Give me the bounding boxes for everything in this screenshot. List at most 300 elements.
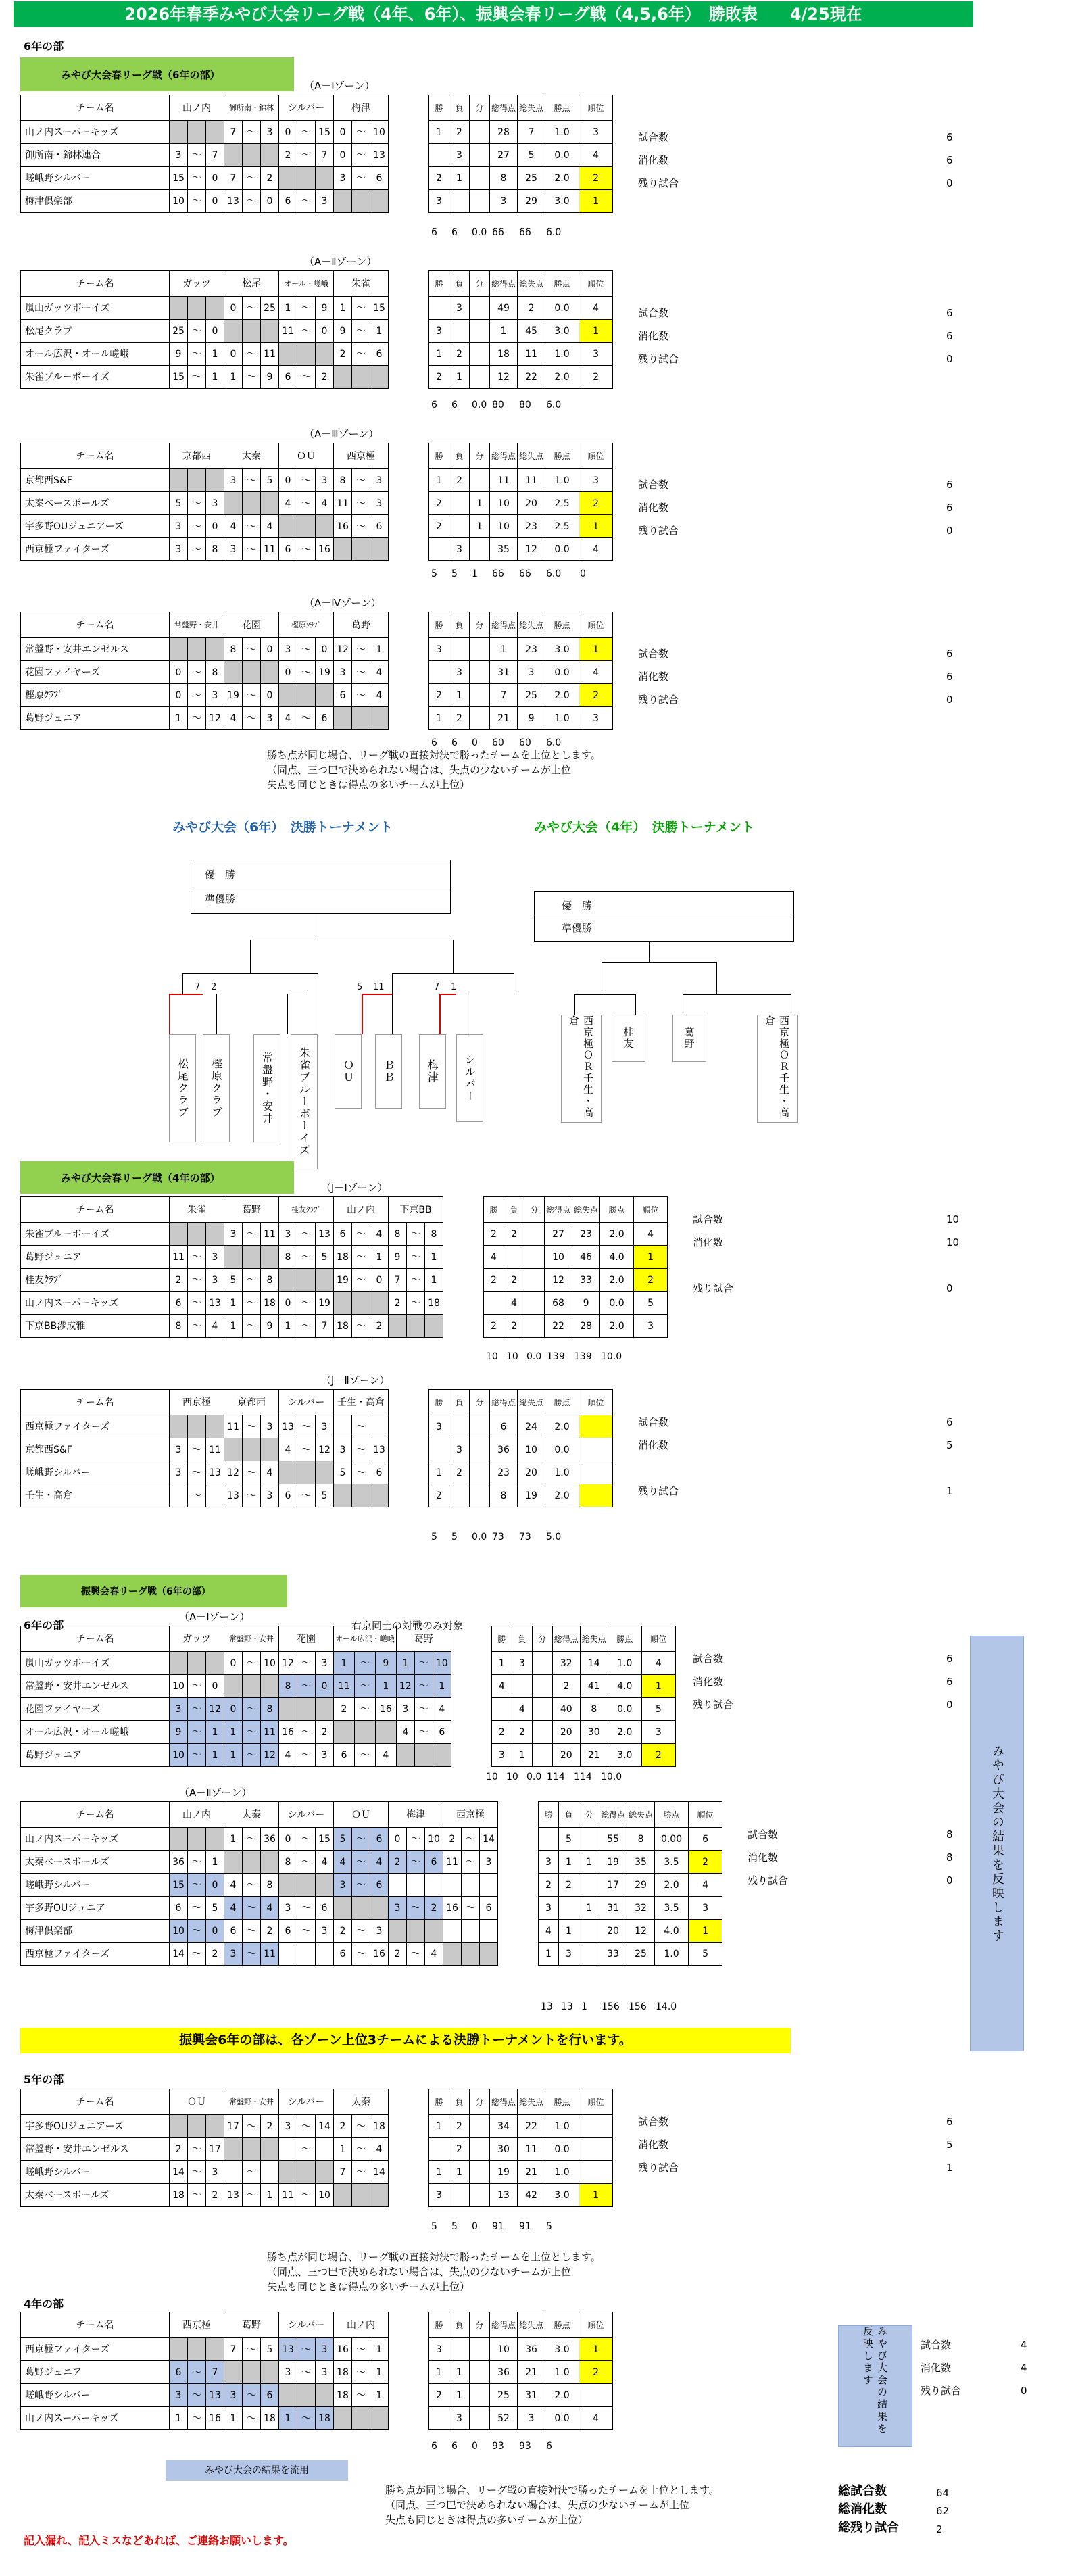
score-cell: 3 — [170, 538, 188, 561]
score-cell: 3 — [389, 1897, 407, 1920]
score-cell: 15 — [170, 167, 188, 190]
header-team: チーム名 — [21, 2089, 170, 2115]
stat-cell: 40 — [552, 1698, 580, 1721]
stat-cell: 2 — [429, 2384, 449, 2407]
stat-cell: 3 — [689, 1897, 722, 1920]
score-cell: 1 — [279, 1315, 297, 1338]
team-name: 嵐山ガッツボーイズ — [21, 297, 170, 320]
stat-cell — [579, 1874, 599, 1897]
score-cell: ～ — [352, 1920, 370, 1943]
stat-cell — [532, 1744, 552, 1767]
score-cell: 0 — [279, 121, 297, 144]
score-cell — [480, 1920, 498, 1943]
total-value: 10 — [486, 1772, 498, 1782]
score-cell — [297, 515, 316, 538]
stat-label: 試合数 — [693, 1653, 724, 1665]
score-cell: ～ — [414, 1652, 433, 1675]
score-cell: 1 — [224, 1292, 243, 1315]
score-cell: 0 — [170, 684, 188, 707]
score-cell: 1 — [396, 1652, 414, 1675]
score-cell: 2 — [334, 1698, 355, 1721]
stat-cell — [470, 366, 490, 389]
score-cell — [243, 1246, 261, 1269]
stat-cell — [579, 2115, 613, 2138]
score-cell — [188, 1828, 206, 1851]
stat-cell: 25 — [518, 684, 545, 707]
team-name: 宇多野OUジュニア — [21, 1897, 170, 1920]
total-value: 0.0 — [526, 1351, 542, 1362]
score-cell — [279, 1461, 297, 1484]
stat-cell: 20 — [518, 1461, 545, 1484]
score-cell: 2 — [170, 2138, 188, 2161]
score-cell: 0 — [224, 343, 243, 366]
header-win: 勝 — [484, 1197, 504, 1223]
header-opponent: 山ノ内 — [170, 1802, 224, 1828]
table-row — [21, 2361, 613, 2384]
score-cell: 0 — [206, 190, 224, 213]
stat-label: 試合数 — [638, 2116, 669, 2128]
stat-cell: 68 — [545, 1292, 572, 1315]
stat-cell: 1 — [641, 1675, 675, 1698]
score-cell: 0 — [224, 1652, 243, 1675]
stat-value: 10 — [946, 1213, 960, 1225]
sec5-standings-table — [20, 2089, 613, 2207]
bracket-line — [392, 994, 393, 1034]
score-cell: 12 — [396, 1675, 414, 1698]
score-cell: ～ — [352, 515, 370, 538]
score-cell: 1 — [170, 2407, 188, 2430]
score-cell: 3 — [224, 1943, 243, 1966]
score-cell: ～ — [188, 1744, 206, 1767]
score-cell: 6 — [480, 1897, 498, 1920]
score-cell — [316, 684, 334, 707]
score-cell: ～ — [352, 2115, 370, 2138]
score-cell: 1 — [334, 1652, 355, 1675]
score-cell: ～ — [297, 2407, 316, 2430]
stat-cell: 2 — [579, 167, 613, 190]
score-cell: 7 — [316, 144, 334, 167]
stat-cell: 8 — [490, 1484, 518, 1507]
score-cell: 19 — [316, 1292, 334, 1315]
stat-label: 残り試合 — [693, 1699, 734, 1711]
team-name: 桂友ｸﾗﾌﾞ — [21, 1269, 170, 1292]
score-cell: 3 — [396, 1698, 414, 1721]
score-cell: 2 — [334, 1920, 352, 1943]
score-cell: 16 — [334, 2338, 352, 2361]
score-cell — [243, 144, 261, 167]
stat-cell: 29 — [627, 1874, 655, 1897]
stat-label: 試合数 — [638, 648, 669, 660]
score-cell: 6 — [279, 366, 297, 389]
stat-value: 0 — [1021, 2385, 1027, 2397]
score-cell — [443, 1943, 462, 1966]
stat-cell — [524, 1292, 545, 1315]
table-row — [21, 1920, 722, 1943]
header-lose: 負 — [449, 2312, 470, 2338]
stat-cell: 5 — [634, 1292, 668, 1315]
score-cell: 1 — [206, 1721, 224, 1744]
score-cell: ～ — [188, 1315, 206, 1338]
score-cell — [243, 1851, 261, 1874]
score-cell — [188, 297, 206, 320]
score-cell — [261, 2138, 279, 2161]
score-cell: 13 — [224, 190, 243, 213]
stat-cell: 3.0 — [545, 190, 579, 213]
stat-cell: 3.0 — [545, 638, 579, 661]
header-points_for: 総得点 — [490, 612, 518, 638]
header-opponent: 西京極 — [170, 1390, 224, 1415]
stat-value: 0 — [946, 177, 953, 189]
stat-cell: 4.0 — [600, 1246, 634, 1269]
stat-cell: 23 — [518, 515, 545, 538]
header-draw: 分 — [470, 443, 490, 469]
score-cell: 9 — [261, 1315, 279, 1338]
total-value: 6.0 — [546, 399, 562, 410]
stat-cell — [579, 1415, 613, 1438]
stat-cell: 3 — [634, 1315, 668, 1338]
stat-cell — [539, 1828, 559, 1851]
header-team: チーム名 — [21, 1197, 170, 1223]
score-cell — [188, 121, 206, 144]
header-draw: 分 — [532, 1626, 552, 1652]
score-cell — [170, 1223, 188, 1246]
score-cell: 1 — [224, 2407, 243, 2430]
table-row — [21, 1461, 613, 1484]
stat-cell: 2 — [449, 2138, 470, 2161]
stat-cell: 13 — [490, 2184, 518, 2207]
header-points_against: 総失点 — [518, 2312, 545, 2338]
stat-cell: 1.0 — [545, 2361, 579, 2384]
score-cell: ～ — [352, 1246, 370, 1269]
stat-cell: 32 — [627, 1897, 655, 1920]
score-cell: 0 — [334, 144, 352, 167]
score-cell — [206, 1415, 224, 1438]
score-cell: 16 — [206, 2407, 224, 2430]
score-cell — [316, 2138, 334, 2161]
score-cell: 11 — [334, 1675, 355, 1698]
score-cell: 14 — [316, 2115, 334, 2138]
stat-value: 0 — [946, 353, 953, 365]
score-cell: ～ — [297, 1920, 316, 1943]
stat-cell — [429, 297, 449, 320]
total-value: 5 — [546, 2221, 552, 2232]
s1-zone-label: （A－Ⅰゾーン） — [179, 1611, 250, 1623]
stat-cell: 2 — [449, 469, 470, 492]
stat-cell: 19 — [599, 1851, 627, 1874]
score-cell — [279, 343, 297, 366]
stat-label: 消化数 — [693, 1236, 724, 1248]
score-cell: 6 — [370, 1874, 389, 1897]
score-cell: 16 — [443, 1897, 462, 1920]
stat-cell: 1 — [490, 638, 518, 661]
score-cell: ～ — [354, 1652, 375, 1675]
score-cell: ～ — [414, 1698, 433, 1721]
score-cell: 11 — [443, 1851, 462, 1874]
score-cell: 1 — [170, 707, 188, 730]
score-cell: 6 — [370, 167, 389, 190]
team-name: 嵯峨野シルバー — [21, 2384, 170, 2407]
team-name: 太秦ベースボールズ — [21, 1851, 170, 1874]
header-opponent: 花園 — [224, 612, 279, 638]
team-name: 御所南・錦林連合 — [21, 144, 170, 167]
stat-cell — [449, 1484, 470, 1507]
t6-team-box: 松尾クラブ — [169, 1034, 196, 1142]
stat-cell: 1 — [579, 2338, 613, 2361]
score-cell — [261, 320, 279, 343]
score-cell: 1 — [224, 1315, 243, 1338]
score-cell: 8 — [206, 538, 224, 561]
score-cell — [370, 366, 389, 389]
j2-zone-label: （J－Ⅱゾーン） — [321, 1374, 390, 1386]
score-cell: ～ — [188, 538, 206, 561]
stat-cell — [429, 538, 449, 561]
header-win: 勝 — [429, 612, 449, 638]
sec4s-panel: みやび大会の結果を反映します — [838, 2325, 912, 2447]
stat-cell: 9 — [572, 1292, 600, 1315]
t6-title: みやび大会（6年） 決勝トーナメント — [172, 820, 393, 835]
score-cell: ～ — [352, 1828, 370, 1851]
z3-standings-table — [20, 443, 613, 561]
score-cell: ～ — [243, 2161, 261, 2184]
stat-cell: 7 — [490, 684, 518, 707]
score-cell: 2 — [389, 1943, 407, 1966]
stat-label: 試合数 — [638, 131, 669, 143]
stat-cell — [524, 1315, 545, 1338]
score-cell: ～ — [297, 492, 316, 515]
score-cell: 16 — [316, 538, 334, 561]
header-rate: 勝点 — [655, 1802, 689, 1828]
stat-label: 残り試合 — [693, 1282, 734, 1294]
stat-cell: 8 — [580, 1698, 608, 1721]
stat-cell: 3 — [449, 538, 470, 561]
score-cell: ～ — [297, 366, 316, 389]
score-cell — [334, 1292, 352, 1315]
score-cell: 16 — [370, 1943, 389, 1966]
score-cell: ～ — [297, 1223, 316, 1246]
stat-cell — [449, 2338, 470, 2361]
header-opponent: ガッツ — [170, 1626, 224, 1652]
score-cell: ～ — [352, 638, 370, 661]
score-cell: 4 — [279, 707, 297, 730]
team-name: 山ノ内スーパーキッズ — [21, 1828, 170, 1851]
stat-cell: 1.0 — [545, 707, 579, 730]
stat-value: 6 — [946, 154, 953, 166]
header-rate: 勝点 — [545, 2312, 579, 2338]
score-cell: 9 — [389, 1246, 407, 1269]
score-cell: 1 — [224, 1828, 243, 1851]
score-cell: ～ — [188, 661, 206, 684]
stat-cell: 4.0 — [655, 1920, 689, 1943]
bracket-line — [683, 994, 791, 995]
header-draw: 分 — [470, 271, 490, 297]
score-cell — [188, 469, 206, 492]
score-cell: 2 — [425, 1897, 443, 1920]
score-cell: ～ — [297, 1484, 316, 1507]
score-cell: 8 — [389, 1223, 407, 1246]
score-cell: ～ — [243, 1920, 261, 1943]
stat-cell: 1 — [634, 1246, 668, 1269]
header-points_for: 総得点 — [490, 95, 518, 121]
header-opponent: シルバー — [279, 2312, 334, 2338]
stat-cell: 2.0 — [608, 1721, 641, 1744]
stat-value: 4 — [1021, 2339, 1027, 2351]
total-value: 6.0 — [546, 737, 562, 748]
score-cell: 3 — [279, 1223, 297, 1246]
stat-cell: 19 — [490, 2161, 518, 2184]
score-cell: 1 — [224, 366, 243, 389]
score-cell: 8 — [206, 661, 224, 684]
score-cell: ～ — [243, 515, 261, 538]
score-cell: 3 — [334, 1438, 352, 1461]
score-cell: 5 — [334, 1461, 352, 1484]
table-row — [21, 1223, 668, 1246]
score-cell: 11 — [170, 1246, 188, 1269]
stat-cell: 1 — [449, 167, 470, 190]
score-cell: 0 — [206, 167, 224, 190]
score-cell: 4 — [433, 1698, 451, 1721]
total-value: 0.0 — [472, 1532, 487, 1542]
total-value: 0.0 — [472, 399, 487, 410]
score-cell: 4 — [279, 1744, 297, 1767]
score-cell: 1 — [370, 1246, 389, 1269]
score-cell: ～ — [243, 1828, 261, 1851]
score-cell — [279, 1874, 297, 1897]
score-cell: 3 — [224, 1223, 243, 1246]
stat-cell: 2.0 — [545, 366, 579, 389]
stat-cell: 1 — [429, 469, 449, 492]
bracket-line — [574, 994, 635, 995]
score-cell — [224, 320, 243, 343]
stat-cell: 21 — [580, 1744, 608, 1767]
score-cell: 18 — [170, 2184, 188, 2207]
table-row — [21, 492, 613, 515]
stat-cell: 12 — [627, 1920, 655, 1943]
score-cell: 18 — [261, 2407, 279, 2430]
team-name: 常盤野・安井エンゼルス — [21, 1675, 170, 1698]
stat-cell: 3 — [579, 121, 613, 144]
score-cell: 11 — [261, 1943, 279, 1966]
stat-cell — [449, 492, 470, 515]
header-opponent: 下京BB — [389, 1197, 443, 1223]
score-cell — [334, 1484, 352, 1507]
score-cell: ～ — [188, 190, 206, 213]
header-opponent: 花園 — [279, 1626, 334, 1652]
stat-value: 6 — [946, 671, 953, 683]
score-cell: 2 — [316, 366, 334, 389]
score-cell — [352, 366, 370, 389]
stat-cell: 2 — [484, 1315, 504, 1338]
stat-cell: 2 — [504, 1223, 524, 1246]
score-cell: 4 — [396, 1721, 414, 1744]
score-cell: 3 — [316, 1415, 334, 1438]
header-points_for: 総得点 — [490, 2089, 518, 2115]
score-cell: 8 — [261, 1874, 279, 1897]
score-cell — [370, 1415, 389, 1438]
score-cell: 3 — [206, 684, 224, 707]
stat-cell: 3 — [429, 1415, 449, 1438]
total-value: 93 — [519, 2441, 531, 2452]
score-cell: 12 — [334, 638, 352, 661]
stat-cell: 2 — [429, 167, 449, 190]
team-name: 葛野ジュニア — [21, 707, 170, 730]
score-cell: 6 — [370, 343, 389, 366]
j1-zone-label: （J－Ⅰゾーン） — [321, 1182, 388, 1194]
t4-win-label: 優 勝 — [562, 900, 593, 912]
total-value: 5.0 — [546, 1532, 562, 1542]
score-cell: ～ — [188, 1269, 206, 1292]
header-rate: 勝点 — [608, 1626, 641, 1652]
rule-line-2: （同点、三つ巴で決められない場合は、失点の少ないチームが上位 — [267, 764, 572, 776]
stat-cell: 36 — [490, 1438, 518, 1461]
header-lose: 負 — [449, 271, 470, 297]
header-points_for: 総得点 — [490, 443, 518, 469]
header-opponent: 京都西 — [224, 1390, 279, 1415]
stat-value: 4 — [1021, 2362, 1027, 2374]
stat-cell: 3 — [449, 144, 470, 167]
stat-cell — [532, 1652, 552, 1675]
score-cell: 4 — [370, 1851, 389, 1874]
header-opponent: 常盤野・安井 — [224, 1626, 279, 1652]
score-cell: 0 — [206, 1874, 224, 1897]
score-cell: ～ — [297, 2184, 316, 2207]
score-cell — [243, 661, 261, 684]
j1-standings-table — [20, 1196, 668, 1338]
score-cell: 1 — [206, 1744, 224, 1767]
stat-cell: 2 — [429, 1484, 449, 1507]
stat-cell — [429, 661, 449, 684]
header-win: 勝 — [429, 95, 449, 121]
score-cell: 1 — [261, 2184, 279, 2207]
score-cell: ～ — [188, 1484, 206, 1507]
team-name: 山ノ内スーパーキッズ — [21, 2407, 170, 2430]
header-points_against: 総失点 — [580, 1626, 608, 1652]
score-cell: 0 — [224, 297, 243, 320]
score-cell: 1 — [425, 1269, 443, 1292]
score-cell: 3 — [170, 1698, 188, 1721]
score-cell — [389, 1874, 407, 1897]
stat-cell: 20 — [518, 492, 545, 515]
score-cell: 0 — [261, 638, 279, 661]
stat-cell: 1.0 — [545, 1461, 579, 1484]
t6-win-label: 優 勝 — [205, 869, 236, 881]
stat-cell: 2 — [449, 1461, 470, 1484]
total-value: 66 — [492, 568, 504, 579]
score-cell: 3 — [170, 515, 188, 538]
team-name: 宇多野OUジュニアーズ — [21, 515, 170, 538]
score-cell: 3 — [206, 1246, 224, 1269]
header-opponent: 葛野 — [224, 1197, 279, 1223]
header-points_for: 総得点 — [599, 1802, 627, 1828]
score-cell: ～ — [352, 2138, 370, 2161]
score-cell: ～ — [243, 1269, 261, 1292]
score-cell — [414, 1744, 433, 1767]
score-cell: ～ — [352, 144, 370, 167]
score-cell: ～ — [352, 2384, 370, 2407]
stat-cell: 0.0 — [545, 2407, 579, 2430]
stat-cell — [429, 1438, 449, 1461]
stat-cell: 3 — [449, 2407, 470, 2430]
header-points_for: 総得点 — [552, 1626, 580, 1652]
score-cell: 12 — [279, 1652, 297, 1675]
stat-cell — [524, 1223, 545, 1246]
stat-cell: 2 — [504, 1315, 524, 1338]
score-cell: 6 — [433, 1721, 451, 1744]
score-cell — [389, 1315, 407, 1338]
table-row — [21, 343, 613, 366]
t4-winner-box — [534, 891, 794, 942]
stat-label: 試合数 — [748, 1828, 779, 1841]
stat-cell — [579, 2138, 613, 2161]
